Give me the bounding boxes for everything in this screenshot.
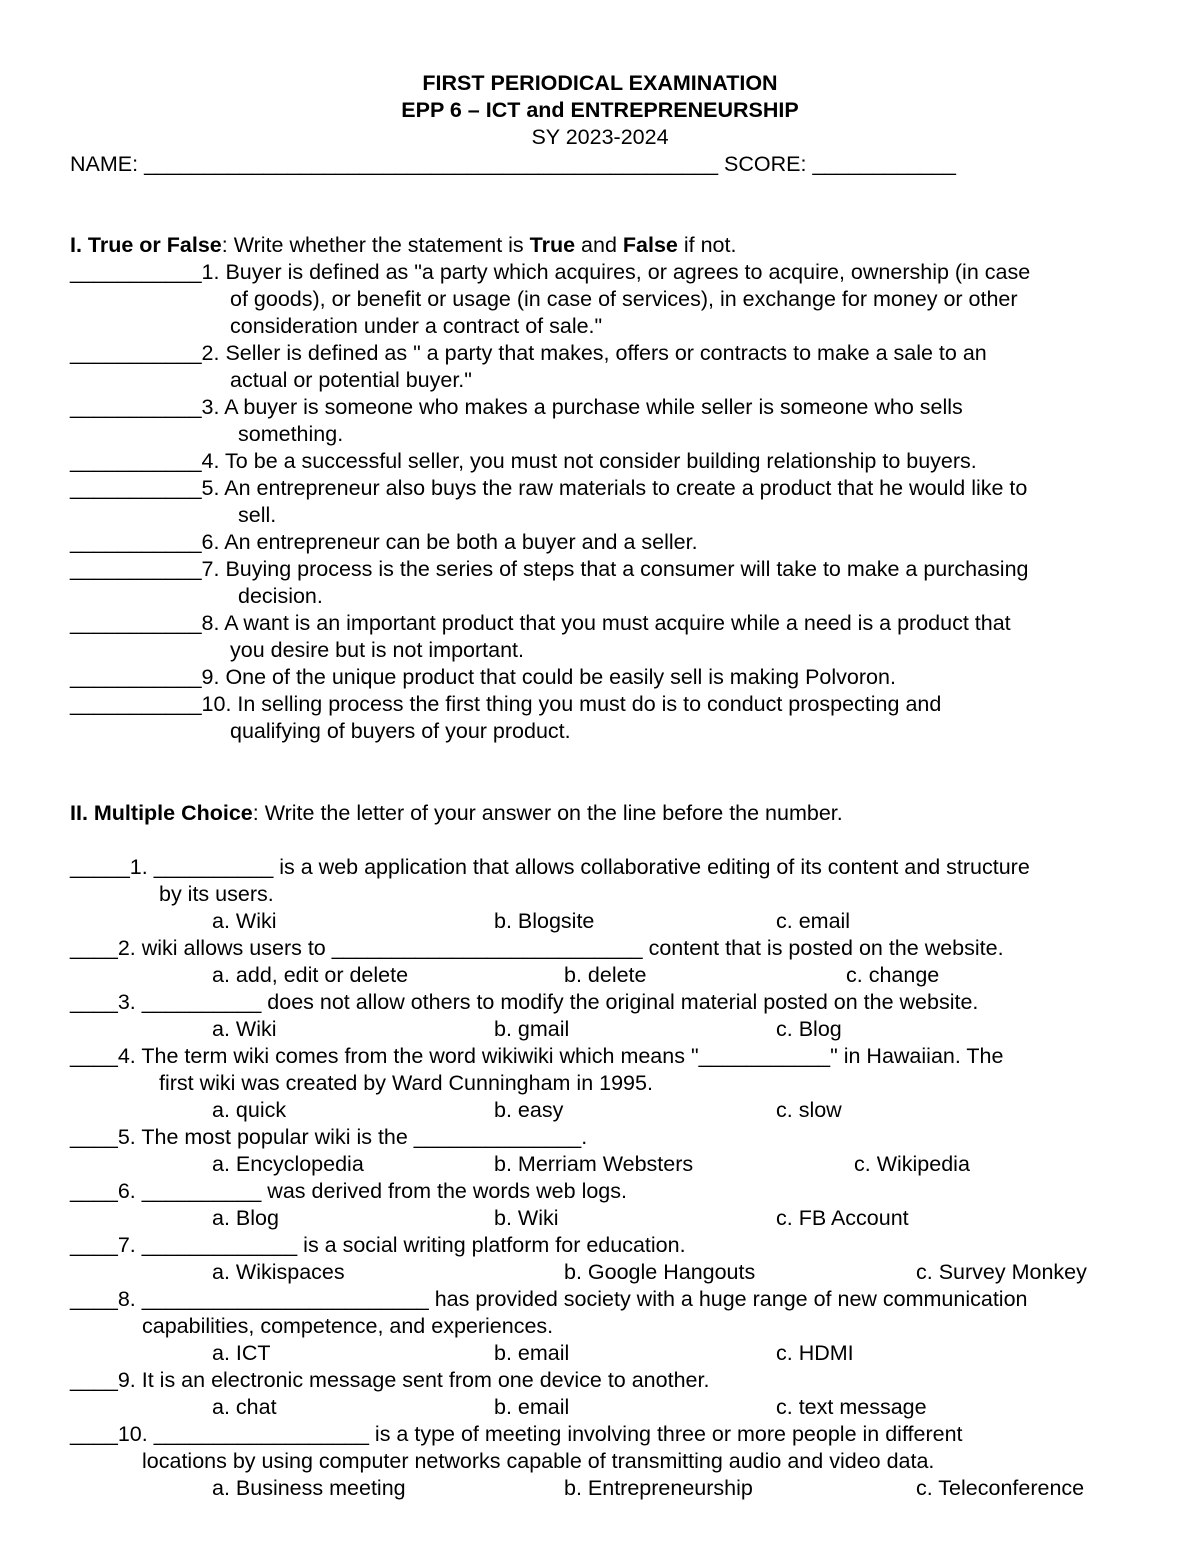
item-number: 7.: [117, 1233, 136, 1257]
item-number: 2.: [201, 341, 220, 365]
mc-first-line: [70, 1178, 1150, 1205]
item-number: 9.: [117, 1368, 136, 1392]
item-text-continued: by its users.: [159, 882, 274, 906]
answer-blank: ____: [70, 990, 118, 1014]
item-text-continued: actual or potential buyer.": [230, 368, 472, 392]
mc-first-line: [70, 989, 1150, 1016]
item-text: __________ is a web application that allows collaborative editing of its content and structure: [147, 855, 1030, 879]
answer-blank: ___________: [70, 260, 202, 284]
tf-item: [70, 340, 1150, 394]
mc-item: [70, 1421, 1150, 1502]
item-text-continued: first wiki was created by Ward Cunningham in 1995.: [159, 1071, 653, 1095]
tf-item: [70, 259, 1150, 340]
item-text: It is an electronic message sent from one device to another.: [135, 1368, 710, 1392]
item-number: 8.: [201, 611, 220, 635]
item-text: A want is an important product that you must acquire while a need is a product that: [219, 611, 1011, 635]
answer-blank: ____: [70, 1368, 118, 1392]
mc-item: [70, 1367, 1150, 1421]
tf-item: [70, 556, 1150, 610]
item-text: __________ does not allow others to modify the original material posted on the website.: [135, 990, 979, 1014]
item-number: 10.: [117, 1422, 148, 1446]
mc-item: [70, 935, 1150, 989]
mc-first-line: [70, 1421, 1150, 1448]
item-text: wiki allows users to __________________________ content that is posted on the website.: [135, 936, 1004, 960]
choice-option: b. gmail: [494, 1017, 570, 1041]
item-text-continued: capabilities, competence, and experiences.: [142, 1314, 554, 1338]
part2-heading: II. Multiple Choice: [70, 801, 253, 825]
choice-option: a. add, edit or delete: [212, 963, 409, 987]
item-number: 3.: [201, 395, 220, 419]
part2-instructions: [70, 800, 843, 827]
answer-blank: _____: [70, 855, 130, 879]
choice-option: a. Wiki: [212, 1017, 277, 1041]
item-text-continued: you desire but is not important.: [230, 638, 524, 662]
choice-option: b. Merriam Websters: [494, 1152, 694, 1176]
item-text: Buying process is the series of steps that a consumer will take to make a purchasing: [219, 557, 1029, 581]
mc-item: [70, 854, 1150, 935]
choice-option: b. delete: [564, 963, 647, 987]
choice-row: [70, 1475, 1150, 1502]
item-text: The term wiki comes from the word wikiwiki which means "___________" in Hawaiian. The: [135, 1044, 1004, 1068]
choice-option: c. Wikipedia: [854, 1152, 970, 1176]
mc-first-line: [70, 1367, 1150, 1394]
tf-first-line: [70, 664, 1150, 691]
tf-item: [70, 475, 1150, 529]
part1-heading: I. True or False: [70, 233, 222, 257]
item-text: Seller is defined as " a party that makes, offers or contracts to make a sale to an: [219, 341, 987, 365]
choice-row: [70, 908, 1150, 935]
choice-row: [70, 1340, 1150, 1367]
tf-first-line: [70, 340, 1150, 367]
answer-blank: ____: [70, 1179, 118, 1203]
item-text-continued: consideration under a contract of sale.": [230, 314, 603, 338]
part1-instructions: [70, 232, 736, 259]
answer-blank: ___________: [70, 665, 202, 689]
answer-blank: ___________: [70, 476, 202, 500]
choice-option: b. Wiki: [494, 1206, 559, 1230]
item-text-continued: locations by using computer networks capable of transmitting audio and video data.: [142, 1449, 935, 1473]
item-number: 8.: [117, 1287, 136, 1311]
exam-subject: EPP 6 – ICT and ENTREPRENEURSHIP: [401, 98, 799, 122]
choice-option: c. Survey Monkey: [916, 1260, 1087, 1284]
mc-first-line: [70, 1232, 1150, 1259]
item-number: 2.: [117, 936, 136, 960]
item-text: To be a successful seller, you must not consider building relationship to buyers.: [219, 449, 977, 473]
item-text: ________________________ has provided society with a huge range of new communication: [135, 1287, 1028, 1311]
item-number: 6.: [117, 1179, 136, 1203]
part1-instr-text: : Write whether the statement is: [221, 233, 530, 257]
answer-blank: ___________: [70, 449, 202, 473]
choice-option: a. Business meeting: [212, 1476, 406, 1500]
choice-option: c. slow: [776, 1098, 842, 1122]
choice-option: b. email: [494, 1395, 570, 1419]
answer-blank: ___________: [70, 530, 202, 554]
answer-blank: ___________: [70, 692, 202, 716]
item-number: 4.: [201, 449, 220, 473]
choice-option: b. Google Hangouts: [564, 1260, 756, 1284]
tf-first-line: [70, 259, 1150, 286]
school-year: SY 2023-2024: [531, 125, 669, 149]
choice-option: c. HDMI: [776, 1341, 854, 1365]
part1-instr-text: if not.: [677, 233, 737, 257]
choice-row: [70, 1205, 1150, 1232]
mc-item: [70, 1178, 1150, 1232]
name-label: NAME:: [70, 152, 139, 176]
name-blank: ________________________________________________: [144, 152, 719, 176]
answer-blank: ___________: [70, 557, 202, 581]
item-text: In selling process the first thing you must do is to conduct prospecting and: [231, 692, 942, 716]
tf-first-line: [70, 691, 1150, 718]
choice-option: b. easy: [494, 1098, 564, 1122]
choice-option: a. Wikispaces: [212, 1260, 345, 1284]
answer-blank: ___________: [70, 611, 202, 635]
tf-item: [70, 529, 1150, 556]
tf-item: [70, 664, 1150, 691]
item-text: A buyer is someone who makes a purchase while seller is someone who sells: [219, 395, 963, 419]
choice-row: [70, 1151, 1150, 1178]
item-text-continued: something.: [238, 422, 344, 446]
item-text: _____________ is a social writing platform for education.: [135, 1233, 686, 1257]
answer-blank: ____: [70, 1287, 118, 1311]
tf-first-line: [70, 394, 1150, 421]
tf-item: [70, 448, 1150, 475]
tf-first-line: [70, 610, 1150, 637]
score-label: SCORE:: [724, 152, 807, 176]
choice-row: [70, 1259, 1150, 1286]
item-number: 4.: [117, 1044, 136, 1068]
mc-item: [70, 1286, 1150, 1367]
choice-row: [70, 1016, 1150, 1043]
tf-item: [70, 394, 1150, 448]
choice-row: [70, 962, 1150, 989]
mc-first-line: [70, 935, 1150, 962]
choice-option: c. Blog: [776, 1017, 842, 1041]
item-number: 1.: [129, 855, 148, 879]
item-text-continued: qualifying of buyers of your product.: [230, 719, 571, 743]
tf-item: [70, 691, 1150, 745]
score-blank: ____________: [812, 152, 956, 176]
choice-option: c. Teleconference: [916, 1476, 1085, 1500]
item-text: An entrepreneur can be both a buyer and a seller.: [219, 530, 698, 554]
choice-option: a. chat: [212, 1395, 277, 1419]
tf-first-line: [70, 448, 1150, 475]
answer-blank: ____: [70, 1233, 118, 1257]
item-text: An entrepreneur also buys the raw materials to create a product that he would like to: [219, 476, 1028, 500]
mc-item: [70, 1043, 1150, 1124]
choice-option: c. email: [776, 909, 851, 933]
answer-blank: ____: [70, 1422, 118, 1446]
choice-option: c. change: [846, 963, 940, 987]
item-text: The most popular wiki is the ______________.: [135, 1125, 588, 1149]
choice-option: a. quick: [212, 1098, 287, 1122]
item-text: __________ was derived from the words web logs.: [135, 1179, 627, 1203]
choice-option: c. text message: [776, 1395, 927, 1419]
mc-item: [70, 1232, 1150, 1286]
name-score-line: [70, 151, 956, 178]
mc-item: [70, 1124, 1150, 1178]
part1-instr-false: False: [622, 233, 678, 257]
tf-item: [70, 610, 1150, 664]
item-text-continued: decision.: [238, 584, 323, 608]
choice-option: a. Wiki: [212, 909, 277, 933]
item-text-continued: sell.: [238, 503, 277, 527]
answer-blank: ___________: [70, 341, 202, 365]
choice-option: a. Encyclopedia: [212, 1152, 364, 1176]
item-number: 10.: [201, 692, 232, 716]
exam-header: [0, 70, 1200, 151]
choice-option: b. Blogsite: [494, 909, 595, 933]
tf-first-line: [70, 556, 1150, 583]
answer-blank: ___________: [70, 395, 202, 419]
choice-option: b. Entrepreneurship: [564, 1476, 753, 1500]
answer-blank: ____: [70, 1125, 118, 1149]
item-number: 9.: [201, 665, 220, 689]
choice-option: c. FB Account: [776, 1206, 909, 1230]
choice-option: a. ICT: [212, 1341, 271, 1365]
item-number: 1.: [201, 260, 220, 284]
item-text: __________________ is a type of meeting involving three or more people in different: [147, 1422, 963, 1446]
tf-first-line: [70, 529, 1150, 556]
mc-first-line: [70, 854, 1150, 881]
mc-item: [70, 989, 1150, 1043]
tf-first-line: [70, 475, 1150, 502]
part2-instr-text: : Write the letter of your answer on the line before the number.: [252, 801, 843, 825]
choice-option: a. Blog: [212, 1206, 279, 1230]
item-number: 3.: [117, 990, 136, 1014]
mc-first-line: [70, 1043, 1150, 1070]
part1-instr-text: and: [575, 233, 623, 257]
mc-first-line: [70, 1286, 1150, 1313]
item-number: 5.: [201, 476, 220, 500]
part1-instr-true: True: [529, 233, 576, 257]
answer-blank: ____: [70, 1044, 118, 1068]
item-number: 6.: [201, 530, 220, 554]
answer-blank: ____: [70, 936, 118, 960]
choice-row: [70, 1097, 1150, 1124]
choice-row: [70, 1394, 1150, 1421]
mc-first-line: [70, 1124, 1150, 1151]
item-text: One of the unique product that could be easily sell is making Polvoron.: [219, 665, 896, 689]
choice-option: b. email: [494, 1341, 570, 1365]
exam-title: FIRST PERIODICAL EXAMINATION: [422, 71, 778, 95]
item-text-continued: of goods), or benefit or usage (in case of services), in exchange for money or other: [230, 287, 1018, 311]
item-number: 7.: [201, 557, 220, 581]
item-text: Buyer is defined as "a party which acquires, or agrees to acquire, ownership (in case: [219, 260, 1031, 284]
item-number: 5.: [117, 1125, 136, 1149]
